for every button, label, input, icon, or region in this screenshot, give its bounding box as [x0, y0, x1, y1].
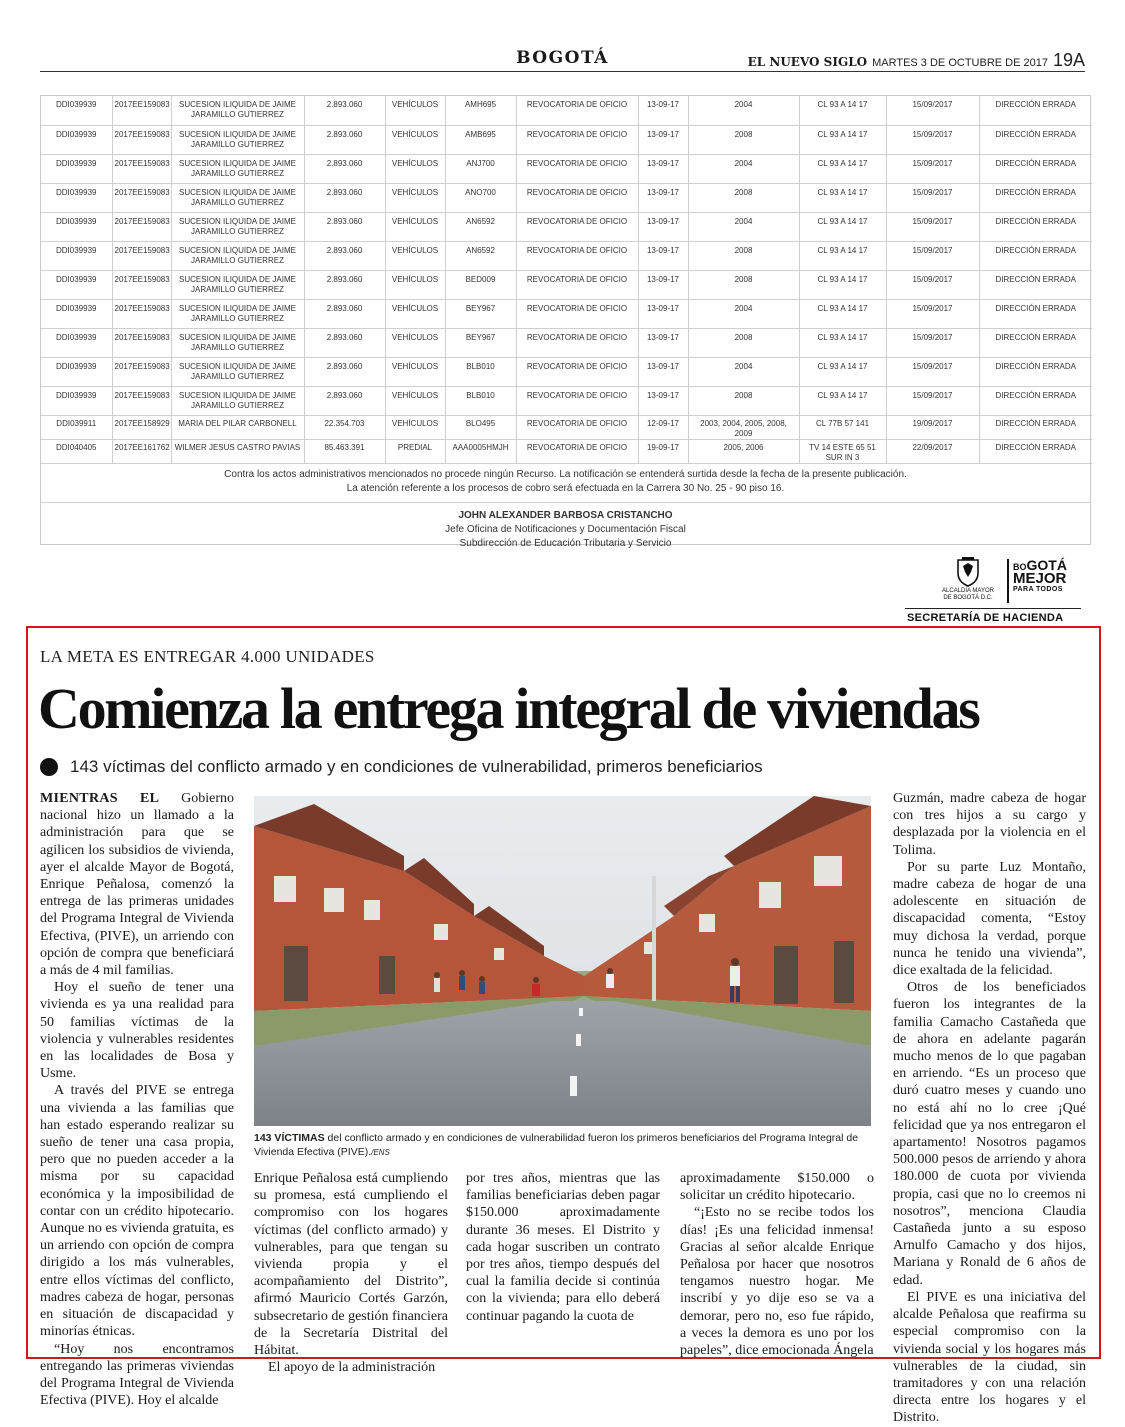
table-cell: 13-09-17 — [638, 154, 688, 183]
paragraph: “Hoy nos encontramos entregando las primeras viviendas del Programa Integral de Vivienda Efectiva (PIVE). Hoy el alcalde — [40, 1341, 234, 1409]
table-row — [41, 328, 1092, 357]
table-cell: 2.893.060 — [304, 386, 385, 415]
table-cell: MARIA DEL PILAR CARBONELL — [171, 415, 304, 439]
table-cell: 13-09-17 — [638, 125, 688, 154]
table-cell: 2004 — [688, 212, 799, 241]
table-cell: DDI039939 — [41, 357, 112, 386]
table-cell: TV 14 ESTE 65 51 SUR IN 3 — [799, 439, 886, 463]
paragraph: por tres años, mientras que las familias beneficiarias deben pagar $150.000 aproximadamente durante 36 meses. El Distrito y cada hogar suscriben un contrato por tres años, tiempo después del cual la familia decide si continúa con la vivienda; para ello deberá continuar pagando la cuota de — [466, 1171, 660, 1324]
signer-department: Subdirección de Educación Tributaria y Servicio — [459, 537, 672, 549]
table-row — [41, 415, 1092, 439]
signature-block — [41, 503, 1090, 551]
paragraph: A través del PIVE se entrega una vivienda a las familias que han estado esperando realizar su sueño de tener una casa propia, pero que no pueden acceder a la misma por su capacidad económica y la imposibilidad de contar con un crédito hipotecario. Aunque no es vivienda gratuita, es un arriendo con opción de compra dirigido a los más vulnerables, entre ellos víctimas del conflicto, madres cabeza de hogar, personas en situación de discapacidad y minorías étnicas. — [40, 1083, 234, 1340]
table-cell: 2.893.060 — [304, 96, 385, 125]
table-cell: SUCESION ILIQUIDA DE JAIME JARAMILLO GUTIERREZ — [171, 154, 304, 183]
table-cell: 2005, 2006 — [688, 439, 799, 463]
table-cell: REVOCATORIA DE OFICIO — [516, 328, 638, 357]
table-cell: 85.463.391 — [304, 439, 385, 463]
table-cell: DDI039939 — [41, 212, 112, 241]
table-cell: SUCESION ILIQUIDA DE JAIME JARAMILLO GUTIERREZ — [171, 96, 304, 125]
table-cell: CL 93 A 14 17 — [799, 328, 886, 357]
table-cell: REVOCATORIA DE OFICIO — [516, 386, 638, 415]
table-cell: AN6592 — [445, 241, 516, 270]
table-cell: 2008 — [688, 125, 799, 154]
table-cell: AMB695 — [445, 125, 516, 154]
table-cell: 12-09-17 — [638, 415, 688, 439]
table-cell: 22/09/2017 — [886, 439, 979, 463]
notice-legal-text — [41, 464, 1090, 503]
table-cell: CL 93 A 14 17 — [799, 125, 886, 154]
table-cell: 2004 — [688, 357, 799, 386]
table-cell: 2017EE159083 — [112, 125, 171, 154]
paragraph: aproximadamente $150.000 o solicitar un crédito hipotecario. — [680, 1171, 874, 1204]
table-row — [41, 357, 1092, 386]
table-cell: 2017EE159083 — [112, 241, 171, 270]
table-cell: BLB010 — [445, 357, 516, 386]
table-cell: 2017EE159083 — [112, 154, 171, 183]
article-kicker: LA META ES ENTREGAR 4.000 UNIDADES — [40, 647, 375, 666]
table-cell: 2017EE159083 — [112, 212, 171, 241]
paragraph: Otros de los beneficiados fueron los integrantes de la familia Camacho Castañeda que de ahora en adelante pagarán mucho menos de lo que pagaban en arriendo. “Es un proceso que duró cuatro meses y cuando uno no está ahí no lo cree ¡Qué felicidad que ya nos entregaron el apartamento! Nosotros pagamos 500.000 pesos de arriendo y ahora 180.000 de cuota por vivienda propia, casi que no lo creemos ni nosotros”, menciona Claudia Castañeda junto a su esposo Arnulfo Camacho y dos hijos, Mariana y Ronald de 6 años de edad. — [893, 980, 1086, 1288]
table-cell: DDI039939 — [41, 386, 112, 415]
table-cell: 15/09/2017 — [886, 328, 979, 357]
table-cell: SUCESION ILIQUIDA DE JAIME JARAMILLO GUTIERREZ — [171, 357, 304, 386]
table-cell: REVOCATORIA DE OFICIO — [516, 96, 638, 125]
table-cell: VEHÍCULOS — [385, 328, 445, 357]
table-cell: 13-09-17 — [638, 357, 688, 386]
table-cell: VEHÍCULOS — [385, 212, 445, 241]
page-number: 19A — [1052, 50, 1085, 70]
paragraph: El PIVE es una iniciativa del alcalde Peñalosa que reafirma su especial compromiso con la vivienda social y los hogares más vulnerables de la ciudad, sin tramitadores y con una relación directa entre los hogares y el Distrito. — [893, 1289, 1086, 1426]
masthead — [748, 50, 1085, 71]
table-cell: CL 93 A 14 17 — [799, 386, 886, 415]
newspaper-name: EL NUEVO SIGLO — [747, 55, 868, 69]
table-cell: DDI039939 — [41, 241, 112, 270]
table-cell: DDI039939 — [41, 96, 112, 125]
table-cell: BLB010 — [445, 386, 516, 415]
table-cell: 2008 — [688, 241, 799, 270]
table-row — [41, 270, 1092, 299]
table-cell: VEHÍCULOS — [385, 241, 445, 270]
article-subhead — [40, 757, 763, 777]
paragraph: Enrique Peñalosa está cumpliendo su promesa, está cumpliendo el compromiso con los hogares víctimas (del conflicto armado) y vulnerables, para que tengan su vivienda propia y el acompañamiento del Distrito”, afirmó Mauricio Cortés Garzón, subsecretario de gestión financiera de la Secretaría Distrital del Hábitat. — [254, 1171, 448, 1359]
table-cell: 2003, 2004, 2005, 2008, 2009 — [688, 415, 799, 439]
table-cell: PREDIAL — [385, 439, 445, 463]
table-cell: SUCESION ILIQUIDA DE JAIME JARAMILLO GUTIERREZ — [171, 212, 304, 241]
table-row — [41, 299, 1092, 328]
alcaldia-line-2: DE BOGOTÁ D.C. — [943, 595, 993, 601]
article-column-4 — [680, 1170, 874, 1359]
table-row — [41, 439, 1092, 463]
table-cell: DDI039939 — [41, 328, 112, 357]
table-cell: 2.893.060 — [304, 299, 385, 328]
table-cell: CL 93 A 14 17 — [799, 96, 886, 125]
alcaldia-logo — [905, 557, 1085, 627]
section-title: BOGOTÁ — [516, 48, 609, 68]
table-cell: CL 77B 57 141 — [799, 415, 886, 439]
table-cell: VEHÍCULOS — [385, 299, 445, 328]
table-cell: DDI039939 — [41, 270, 112, 299]
table-cell: 15/09/2017 — [886, 270, 979, 299]
article-column-1 — [40, 790, 235, 1409]
table-row — [41, 212, 1092, 241]
article-column-5 — [893, 790, 1086, 1426]
table-cell: DIRECCIÓN ERRADA — [979, 270, 1092, 299]
paragraph: El apoyo de la administración — [268, 1360, 436, 1376]
table-cell: CL 93 A 14 17 — [799, 270, 886, 299]
article-photo — [254, 796, 871, 1126]
table-row — [41, 183, 1092, 212]
table-cell: 2008 — [688, 386, 799, 415]
table-cell: 2017EE159083 — [112, 328, 171, 357]
table-cell: DDI040405 — [41, 439, 112, 463]
table-cell: BEY967 — [445, 299, 516, 328]
table-cell: REVOCATORIA DE OFICIO — [516, 212, 638, 241]
table-cell: 13-09-17 — [638, 212, 688, 241]
article-column-2 — [254, 1170, 448, 1376]
table-cell: 2017EE161762 — [112, 439, 171, 463]
table-row — [41, 125, 1092, 154]
table-cell: DDI039911 — [41, 415, 112, 439]
table-cell: AMH695 — [445, 96, 516, 125]
paragraph: Por su parte Luz Montaño, madre cabeza de hogar de una adolescente en situación de discapacidad comenta, “Estoy muy dichosa la verdad, porque nunca he tenido una vivienda”, dice exaltada de la felicidad. — [893, 859, 1086, 979]
table-cell: DIRECCIÓN ERRADA — [979, 154, 1092, 183]
table-cell: DDI039939 — [41, 125, 112, 154]
table-cell: 15/09/2017 — [886, 241, 979, 270]
table-cell: VEHÍCULOS — [385, 154, 445, 183]
photo-caption — [254, 1131, 874, 1160]
caption-lead: 143 VÍCTIMAS — [254, 1132, 325, 1144]
bullet-icon — [40, 758, 58, 776]
table-cell: 2.893.060 — [304, 241, 385, 270]
table-cell: SUCESION ILIQUIDA DE JAIME JARAMILLO GUTIERREZ — [171, 125, 304, 154]
table-cell: DIRECCIÓN ERRADA — [979, 299, 1092, 328]
table-cell: 2017EE159083 — [112, 270, 171, 299]
table-cell: 2004 — [688, 154, 799, 183]
table-cell: 13-09-17 — [638, 183, 688, 212]
table-cell: SUCESION ILIQUIDA DE JAIME JARAMILLO GUTIERREZ — [171, 241, 304, 270]
table-cell: 2.893.060 — [304, 328, 385, 357]
coat-of-arms-icon — [955, 557, 981, 587]
bogota-mejor-logo — [1013, 559, 1067, 594]
table-cell: CL 93 A 14 17 — [799, 299, 886, 328]
mejor-word: MEJOR — [1013, 570, 1067, 587]
table-cell: ANJ700 — [445, 154, 516, 183]
table-cell: REVOCATORIA DE OFICIO — [516, 439, 638, 463]
paragraph: “¡Esto no se recibe todos los días! ¡Es una felicidad inmensa! Gracias al señor alcalde Enrique Peñalosa por hacer que nosotros tengamos nuestro hogar. Me inscribí y yo dije eso se va a demorar, pero no, eso fue rápido, a veces la demora es uno por los papeles”, dice emocionada Ángela — [680, 1205, 874, 1359]
table-cell: VEHÍCULOS — [385, 125, 445, 154]
paragraph-text: Gobierno nacional hizo un llamado a la administración para que se agilicen los subsidios de vivienda, ayer el alcalde Mayor de Bogotá, Enrique Peñalosa, comenzó la entrega de las primeras unidades del Programa Integral de Vivienda Efectiva, (PIVE), un arriendo con opción de compra que beneficiará a más de 4 mil familias. — [40, 791, 235, 979]
photo-credit: /ENS — [371, 1148, 390, 1157]
table-row — [41, 241, 1092, 270]
table-cell: REVOCATORIA DE OFICIO — [516, 183, 638, 212]
table-cell: REVOCATORIA DE OFICIO — [516, 270, 638, 299]
table-cell: DDI039939 — [41, 299, 112, 328]
table-row — [41, 154, 1092, 183]
alcaldia-line-1: ALCALDÍA MAYOR — [942, 588, 994, 594]
paragraph: Guzmán, madre cabeza de hogar con tres hijos a su cargo y desplazada por la violencia en el Tolima. — [893, 791, 1086, 858]
paragraph: Hoy el sueño de tener una vivienda es ya una realidad para 50 familias víctimas de la violencia y vulnerables residentes en las localidades de Bosa y Usme. — [40, 980, 234, 1082]
table-cell: 22.354.703 — [304, 415, 385, 439]
table-cell: SUCESION ILIQUIDA DE JAIME JARAMILLO GUTIERREZ — [171, 299, 304, 328]
table-cell: 2.893.060 — [304, 212, 385, 241]
table-cell: DIRECCIÓN ERRADA — [979, 386, 1092, 415]
paragraph — [40, 790, 234, 979]
subhead-text: 143 víctimas del conflicto armado y en condiciones de vulnerabilidad, primeros beneficiarios — [70, 757, 763, 776]
table-cell: REVOCATORIA DE OFICIO — [516, 241, 638, 270]
logo-separator — [1007, 559, 1009, 603]
table-cell: 15/09/2017 — [886, 96, 979, 125]
table-cell: 2004 — [688, 96, 799, 125]
table-cell: 2.893.060 — [304, 183, 385, 212]
table-cell: SUCESION ILIQUIDA DE JAIME JARAMILLO GUTIERREZ — [171, 183, 304, 212]
header-rule — [40, 71, 1085, 72]
notice-line-1: Contra los actos administrativos mencionados no procede ningún Recurso. La notificación se entenderá surtida desde la fecha de la presente publicación. — [224, 468, 907, 480]
table-cell: 2.893.060 — [304, 357, 385, 386]
table-cell: DIRECCIÓN ERRADA — [979, 125, 1092, 154]
table-cell: 13-09-17 — [638, 96, 688, 125]
table-cell: DIRECCIÓN ERRADA — [979, 212, 1092, 241]
table-cell: 15/09/2017 — [886, 154, 979, 183]
table-cell: BEY967 — [445, 328, 516, 357]
table-cell: VEHÍCULOS — [385, 270, 445, 299]
table-cell: REVOCATORIA DE OFICIO — [516, 299, 638, 328]
table-cell: 13-09-17 — [638, 241, 688, 270]
para-todos-word: PARA TODOS — [1013, 586, 1063, 593]
table-cell: 13-09-17 — [638, 299, 688, 328]
table-cell: VEHÍCULOS — [385, 96, 445, 125]
table-cell: 2017EE159083 — [112, 299, 171, 328]
table-cell: DIRECCIÓN ERRADA — [979, 241, 1092, 270]
table-cell: 2.893.060 — [304, 125, 385, 154]
signer-title: Jefe Oficina de Notificaciones y Documentación Fiscal — [445, 523, 686, 535]
table-cell: VEHÍCULOS — [385, 357, 445, 386]
table-cell: AN6592 — [445, 212, 516, 241]
table-cell: DIRECCIÓN ERRADA — [979, 328, 1092, 357]
table-cell: 2008 — [688, 270, 799, 299]
table-cell: AAA0005HMJH — [445, 439, 516, 463]
table-cell: 15/09/2017 — [886, 183, 979, 212]
table-cell: ANO700 — [445, 183, 516, 212]
table-row — [41, 96, 1092, 125]
table-cell: VEHÍCULOS — [385, 183, 445, 212]
issue-date: MARTES 3 DE OCTUBRE DE 2017 — [872, 57, 1048, 69]
table-cell: 15/09/2017 — [886, 357, 979, 386]
table-cell: 2.893.060 — [304, 154, 385, 183]
table-cell: DIRECCIÓN ERRADA — [979, 96, 1092, 125]
table-cell: SUCESION ILIQUIDA DE JAIME JARAMILLO GUTIERREZ — [171, 328, 304, 357]
table-cell: CL 93 A 14 17 — [799, 212, 886, 241]
table-cell: REVOCATORIA DE OFICIO — [516, 125, 638, 154]
table-cell: CL 93 A 14 17 — [799, 183, 886, 212]
table-cell: 15/09/2017 — [886, 299, 979, 328]
table-cell: VEHÍCULOS — [385, 415, 445, 439]
table-cell: WILMER JESUS CASTRO PAVIAS — [171, 439, 304, 463]
table-cell: CL 93 A 14 17 — [799, 357, 886, 386]
table-cell: 2008 — [688, 328, 799, 357]
table-cell: CL 93 A 14 17 — [799, 154, 886, 183]
table-cell: 19/09/2017 — [886, 415, 979, 439]
table-cell: 2017EE159083 — [112, 386, 171, 415]
secretaria-label: SECRETARÍA DE HACIENDA — [907, 612, 1064, 624]
table-cell: DDI039939 — [41, 183, 112, 212]
table-cell: 2.893.060 — [304, 270, 385, 299]
notice-table — [41, 96, 1092, 464]
table-cell: 15/09/2017 — [886, 386, 979, 415]
table-cell: DIRECCIÓN ERRADA — [979, 439, 1092, 463]
table-cell: 2008 — [688, 183, 799, 212]
table-cell: SUCESION ILIQUIDA DE JAIME JARAMILLO GUTIERREZ — [171, 270, 304, 299]
table-cell: VEHÍCULOS — [385, 386, 445, 415]
table-row — [41, 386, 1092, 415]
table-cell: 2017EE159083 — [112, 96, 171, 125]
article-column-3 — [466, 1170, 660, 1348]
table-cell: 2017EE158929 — [112, 415, 171, 439]
table-cell: REVOCATORIA DE OFICIO — [516, 357, 638, 386]
table-cell: DIRECCIÓN ERRADA — [979, 183, 1092, 212]
notice-table-box — [40, 95, 1091, 549]
notice-line-2: La atención referente a los procesos de cobro será efectuada en la Carrera 30 No. 25 - 90 piso 16. — [346, 482, 785, 494]
table-cell: 2017EE159083 — [112, 183, 171, 212]
article-headline: Comienza la entrega integral de viviendas — [38, 676, 979, 741]
signer-name: JOHN ALEXANDER BARBOSA CRISTANCHO — [458, 509, 673, 521]
table-cell: CL 93 A 14 17 — [799, 241, 886, 270]
table-cell: 15/09/2017 — [886, 212, 979, 241]
table-cell: SUCESION ILIQUIDA DE JAIME JARAMILLO GUTIERREZ — [171, 386, 304, 415]
table-cell: REVOCATORIA DE OFICIO — [516, 415, 638, 439]
bogota-prefix: BO — [1013, 562, 1027, 572]
bogota-word: GOTÁ — [1026, 557, 1067, 573]
table-cell: 2017EE159083 — [112, 357, 171, 386]
table-cell: DIRECCIÓN ERRADA — [979, 415, 1092, 439]
logo-rule — [905, 608, 1081, 609]
alcaldia-text — [927, 588, 1009, 602]
table-cell: 13-09-17 — [638, 386, 688, 415]
table-cell: 13-09-17 — [638, 328, 688, 357]
table-cell: 19-09-17 — [638, 439, 688, 463]
table-cell: BLO495 — [445, 415, 516, 439]
table-cell: BED009 — [445, 270, 516, 299]
housing-street-photo — [254, 796, 871, 1126]
table-cell: REVOCATORIA DE OFICIO — [516, 154, 638, 183]
table-cell: 2004 — [688, 299, 799, 328]
table-cell: DDI039939 — [41, 154, 112, 183]
caption-text: del conflicto armado y en condiciones de vulnerabilidad fueron los primeros beneficiarios del Programa Integral de Vivienda Efectiva (PIVE). — [254, 1132, 859, 1158]
table-cell: DIRECCIÓN ERRADA — [979, 357, 1092, 386]
table-cell: 15/09/2017 — [886, 125, 979, 154]
table-cell: 13-09-17 — [638, 270, 688, 299]
lead-in: MIENTRAS EL — [40, 791, 160, 806]
